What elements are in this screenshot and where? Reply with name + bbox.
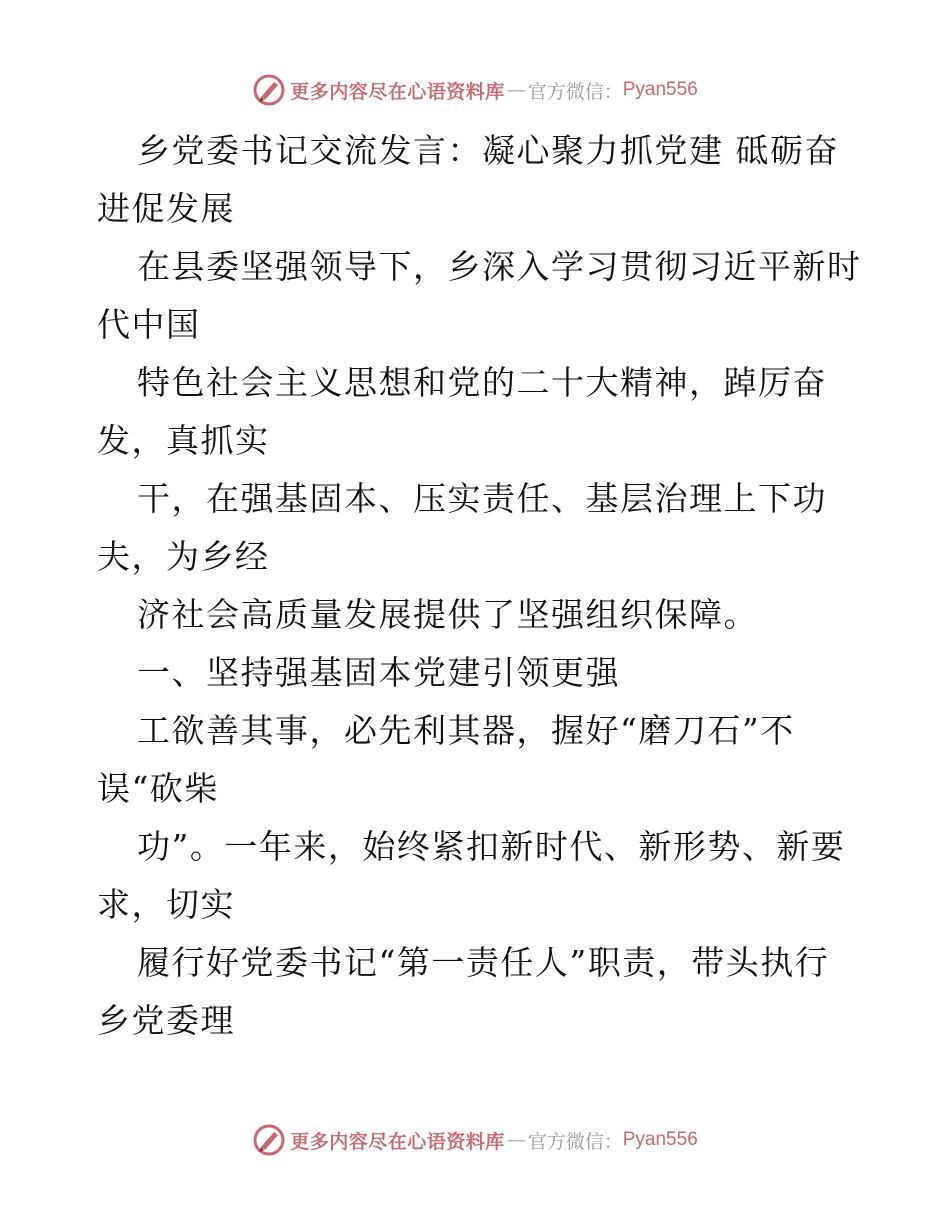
paragraph-line: 误“砍柴: [97, 769, 219, 808]
banner-wechat-id: Pyan556: [622, 79, 698, 100]
banner-wechat-label: 官方微信：: [527, 1130, 623, 1153]
document-body: [97, 122, 862, 1050]
title-line: 进促发展: [97, 189, 235, 228]
paragraph-line: 功”。一年来，始终紧扣新时代、新形势、新要: [137, 827, 846, 866]
footer-banner: [0, 1120, 950, 1160]
banner-wechat-label: 官方微信：: [527, 80, 623, 103]
paragraph-line: 干，在强基固本、压实责任、基层治理上下功: [137, 479, 827, 518]
banner-title: 更多内容尽在心语资料库: [290, 1130, 505, 1153]
banner-dash: —: [506, 79, 526, 101]
paragraph-line: 发，真抓实: [97, 421, 270, 460]
paragraph-line: 乡党委理: [97, 1001, 235, 1040]
paragraph-line: 夫，为乡经: [97, 537, 270, 576]
paragraph-line: 履行好党委书记“第一责任人”职责，带头执行: [137, 943, 830, 982]
pen-logo-icon: [252, 1123, 286, 1157]
banner-wechat-id: Pyan556: [622, 1129, 698, 1150]
paragraph-line: 代中国: [97, 305, 201, 344]
paragraph-line: 求，切实: [97, 885, 235, 924]
banner-title: 更多内容尽在心语资料库: [290, 80, 505, 103]
paragraph-line: 工欲善其事，必先利其器，握好“磨刀石”不: [137, 711, 795, 750]
banner-dash: —: [506, 1129, 526, 1151]
section-heading: 一、坚持强基固本党建引领更强: [137, 653, 620, 692]
pen-logo-icon: [252, 73, 286, 107]
paragraph-line: 特色社会主义思想和党的二十大精神，踔厉奋: [137, 363, 827, 402]
title-line: 乡党委书记交流发言：凝心聚力抓党建 砥砺奋: [137, 131, 839, 170]
header-banner: [0, 70, 950, 110]
paragraph-line: 在县委坚强领导下，乡深入学习贯彻习近平新时: [137, 247, 862, 286]
paragraph-line: 济社会高质量发展提供了坚强组织保障。: [137, 595, 758, 634]
